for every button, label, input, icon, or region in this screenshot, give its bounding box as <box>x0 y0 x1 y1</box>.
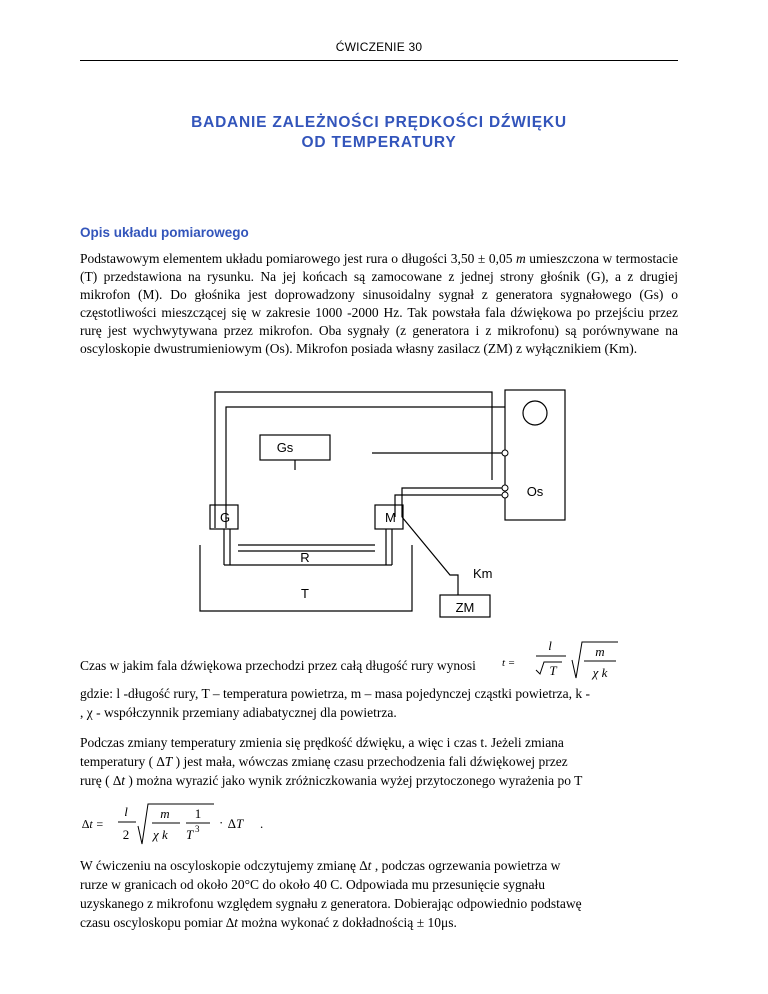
label-zm: ZM <box>455 600 475 615</box>
delta-T: ∆T <box>228 816 244 831</box>
delta-num-m: m <box>160 806 170 821</box>
wire-m <box>395 495 505 517</box>
final-line-4b: można wykonać z dokładnością <box>237 915 417 930</box>
delta-num-1: 1 <box>194 806 202 821</box>
time-formula <box>500 632 680 684</box>
intro-part1: Podstawowym elementem układu pomiarowego jest rura o długości <box>80 251 451 266</box>
delta-t-symbol: ∆t <box>112 773 125 788</box>
final-line-1b: , podczas ogrzewania powietrza w <box>371 858 561 873</box>
final-line-1 <box>80 858 560 874</box>
final-line-1a: W ćwiczeniu na oscyloskopie odczytujemy zmianę <box>80 858 360 873</box>
title-line-2: OD TEMPERATURY <box>301 134 457 151</box>
formula-num-l: l <box>548 638 552 653</box>
wire-m2 <box>402 488 505 517</box>
label-g: G <box>220 510 231 525</box>
label-km: Km <box>473 566 493 581</box>
final-line-2: rurze w granicach od około 20°C do około 40 C. Odpowiada mu przesunięcie sygnału <box>80 877 546 892</box>
delta-den-chik: χ k <box>153 827 168 842</box>
final-line-4a: czasu oscyloskopu pomiar <box>80 915 226 930</box>
change-line-3b: ) można wyrazić jako wynik zróżniczkowania wyżej przytoczonego wyrażenia po T <box>125 773 583 788</box>
section-heading: Opis układu pomiarowego <box>80 225 249 240</box>
delta-times: · <box>219 815 224 830</box>
change-line-3a: rurę ( <box>80 773 113 788</box>
delta-lhs: ∆t = <box>82 817 104 831</box>
final-delta-t-2: ∆t <box>225 915 238 930</box>
delta-den-2: 2 <box>122 827 130 842</box>
oscilloscope-box <box>505 390 565 520</box>
label-r: R <box>300 550 310 565</box>
length-value: 3,50 ± 0,05 <box>450 251 513 266</box>
label-os: Os <box>526 484 544 499</box>
change-line-3 <box>80 773 582 789</box>
delta-T-symbol: ∆T <box>156 754 173 769</box>
delta-num-l: l <box>124 804 128 819</box>
title-line-1: BADANIE ZALEŻNOŚCI PRĘDKOŚCI DŹWIĘKU <box>191 114 567 131</box>
header-rule <box>80 60 678 61</box>
label-m: M <box>385 510 396 525</box>
wire-g <box>226 407 505 528</box>
delta-den-T: T <box>186 827 194 842</box>
formula-lhs: t = <box>502 657 516 669</box>
final-line-3: uzyskanego z mikrofonu względem sygnału z generatora. Dobierając odpowiednio podstawę <box>80 896 582 911</box>
final-line-4 <box>80 915 457 931</box>
wire-zm <box>402 517 458 595</box>
os-input-1 <box>502 485 508 491</box>
document-title <box>80 113 678 153</box>
label-gs: Gs <box>276 440 294 455</box>
formula-num-m: m <box>595 644 605 659</box>
setup-diagram <box>190 385 544 620</box>
time-formula-text: Czas w jakim fala dźwiękowa przechodzi przez całą długość rury wynosi <box>80 658 476 673</box>
os-input-3 <box>502 450 508 456</box>
definitions-line-2: , χ - współczynnik przemiany adiabatycznej dla powietrza. <box>80 705 397 720</box>
os-input-2 <box>502 492 508 498</box>
intro-paragraph <box>80 250 678 358</box>
change-line-1: Podczas zmiany temperatury zmienia się prędkość dźwięku, a więc i czas t. Jeżeli zmiana <box>80 735 564 750</box>
change-line-2a: temperatury ( <box>80 754 157 769</box>
generator-box <box>260 435 330 460</box>
page-header: ĆWICZENIE 30 <box>335 40 423 54</box>
delta-exp-3: 3 <box>195 824 200 834</box>
delta-dot: . <box>260 816 264 831</box>
wire-top <box>215 392 492 528</box>
accuracy-value: ± 10μs <box>416 915 454 930</box>
final-delta-t: ∆t <box>359 858 372 873</box>
formula-den-T: T <box>549 663 557 678</box>
intro-part2: umieszczona w termostacie (T) przedstawiona na rysunku. Na jej końcach są zamocowane z jednej strony głośnik (G), a z drugiej mikrofon (M). Do głośnika jest doprowadzony sinusoidalny sygnał z generatora sygnałowego (Gs) o częstotliwości mieszczącej się w zakresie 1000 -2000 Hz. Tak powstała fala dźwiękowa po przejściu przez rurę jest wychwytywana przez mikrofon. Oba sygnały (z generatora i z mikrofonu) są porównywane na oscyloskopie dwustrumieniowym (Os). Mikrofon posiada własny zasilacz (ZM) z wyłącznikiem (Km). <box>80 251 678 356</box>
length-unit: m <box>516 251 526 266</box>
oscilloscope-screen <box>523 401 547 425</box>
change-line-2b: ) jest mała, wówczas zmianę czasu przechodzenia fali dźwiękowej przez <box>172 754 568 769</box>
change-line-2 <box>80 754 568 770</box>
formula-den-chik: χ k <box>592 665 608 680</box>
final-line-4-end: . <box>453 915 457 930</box>
delta-formula <box>80 794 300 850</box>
definitions-line-1: gdzie: l -długość rury, T – temperatura powietrza, m – masa pojedynczej cząstki powietrza, k - <box>80 686 590 701</box>
label-t: T <box>301 586 309 601</box>
